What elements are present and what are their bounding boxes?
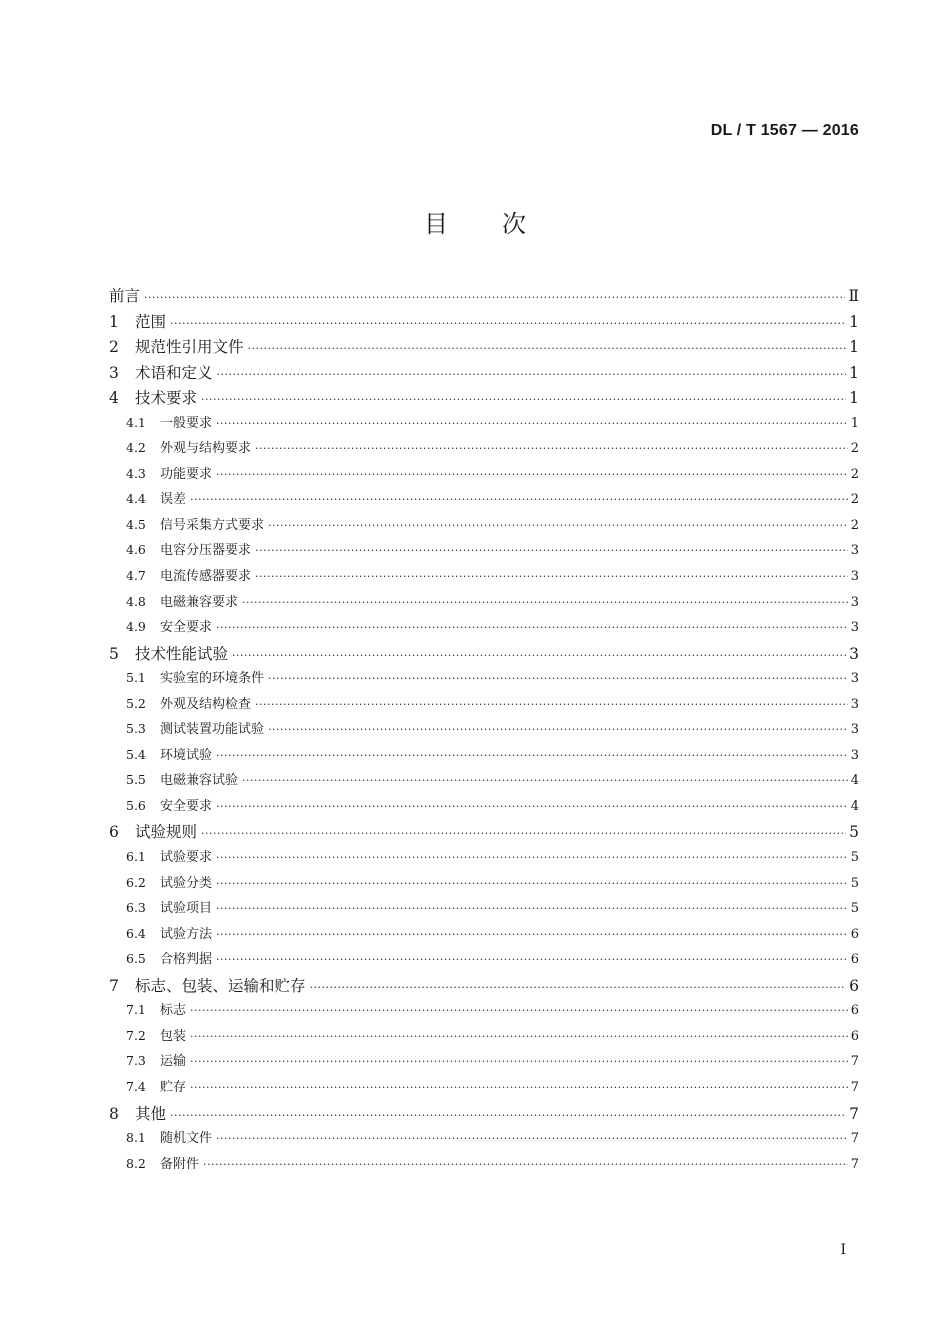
toc-entry-page: 3 <box>850 747 859 763</box>
toc-entry-page: 5 <box>850 901 859 917</box>
toc-entry-label: 技术要求 <box>135 389 198 408</box>
toc-entry-label: 包装 <box>160 1028 187 1044</box>
toc-entry-section[interactable] <box>109 514 859 540</box>
toc-entry-number: 7 <box>109 976 119 995</box>
toc-entry-number: 4.3 <box>126 465 146 481</box>
toc-entry-page: 3 <box>850 722 859 738</box>
toc-entry-number: 6.4 <box>126 925 146 941</box>
toc-entry-number: 6.3 <box>126 900 146 916</box>
toc-entry-section[interactable] <box>109 565 859 591</box>
toc-entry-number: 4.4 <box>126 491 146 507</box>
toc-entry-section[interactable] <box>109 872 859 898</box>
toc-leader-dots <box>255 570 848 583</box>
toc-entry-number: 6.1 <box>126 849 146 865</box>
toc-entry-page: 5 <box>850 850 859 866</box>
toc-leader-dots <box>268 519 848 532</box>
toc-entry-page: 2 <box>850 517 859 533</box>
table-of-contents <box>109 284 859 1178</box>
toc-entry-section[interactable] <box>109 923 859 949</box>
toc-leader-dots <box>242 596 848 609</box>
toc-entry-label: 贮存 <box>160 1079 187 1095</box>
toc-entry-section[interactable] <box>109 718 859 744</box>
toc-entry-section[interactable] <box>109 948 859 974</box>
toc-entry-section[interactable] <box>109 795 859 821</box>
toc-entry-section[interactable] <box>109 1050 859 1076</box>
toc-entry-page: 7 <box>849 1104 859 1123</box>
toc-leader-dots <box>255 442 848 455</box>
toc-entry-page: 6 <box>850 1003 859 1019</box>
toc-entry-number: 7.1 <box>126 1002 146 1018</box>
toc-entry-page: 3 <box>850 543 859 559</box>
page-title: 目次 <box>424 210 580 238</box>
toc-leader-dots <box>216 851 848 864</box>
toc-entry-section[interactable] <box>109 744 859 770</box>
toc-entry-page: 5 <box>849 823 859 842</box>
toc-entry-page: 6 <box>849 976 859 995</box>
toc-entry-page: 4 <box>850 798 859 814</box>
toc-leader-dots <box>201 393 846 406</box>
toc-leader-dots <box>170 1109 846 1122</box>
toc-entry-section[interactable] <box>109 463 859 489</box>
toc-leader-dots <box>255 544 848 557</box>
toc-entry-label: 范围 <box>135 312 167 331</box>
toc-entry-section[interactable] <box>109 1153 859 1179</box>
toc-entry-label: 外观与结构要求 <box>160 441 252 457</box>
toc-entry-section[interactable] <box>109 667 859 693</box>
toc-entry-label: 前言 <box>109 287 141 305</box>
toc-entry-page: 3 <box>850 671 859 687</box>
toc-entry-section[interactable] <box>109 1127 859 1153</box>
toc-entry-number: 8 <box>109 1104 119 1123</box>
toc-entry-page: 2 <box>850 466 859 482</box>
toc-entry-label: 环境试验 <box>160 747 213 763</box>
toc-entry-number: 5.1 <box>126 670 146 686</box>
toc-entry-label: 标志、包装、运输和贮存 <box>135 976 306 995</box>
toc-entry-number: 5.6 <box>126 797 146 813</box>
toc-entry-section[interactable] <box>109 769 859 795</box>
toc-entry-chapter[interactable] <box>109 974 859 1000</box>
toc-entry-number: 8.2 <box>126 1155 146 1171</box>
toc-entry-page: 3 <box>850 620 859 636</box>
toc-entry-number: 5 <box>109 644 119 663</box>
toc-entry-page: 1 <box>849 363 859 382</box>
toc-entry-label: 实验室的环境条件 <box>160 671 265 687</box>
toc-leader-dots <box>201 827 846 840</box>
toc-entry-section[interactable] <box>109 999 859 1025</box>
toc-leader-dots <box>216 928 848 941</box>
toc-entry-label: 其他 <box>135 1104 167 1123</box>
toc-entry-page: 2 <box>850 492 859 508</box>
toc-entry-section[interactable] <box>109 488 859 514</box>
toc-entry-number: 5.2 <box>126 695 146 711</box>
toc-entry-label: 安全要求 <box>160 798 213 814</box>
toc-entry-section[interactable] <box>109 846 859 872</box>
toc-entry-page: 5 <box>850 875 859 891</box>
toc-entry-page: 2 <box>850 441 859 457</box>
toc-entry-number: 6 <box>109 823 119 842</box>
toc-leader-dots <box>255 698 848 711</box>
toc-entry-label: 备附件 <box>160 1156 200 1172</box>
toc-entry-label: 外观及结构检查 <box>160 696 252 712</box>
toc-entry-number: 5.3 <box>126 721 146 737</box>
toc-leader-dots <box>190 1055 848 1068</box>
toc-entry-page: 1 <box>849 389 859 408</box>
toc-entry-number: 2 <box>109 338 119 357</box>
toc-leader-dots <box>217 368 847 381</box>
toc-entry-page: Ⅱ <box>848 287 859 305</box>
toc-entry-page: 1 <box>849 312 859 331</box>
toc-entry-number: 7.4 <box>126 1078 146 1094</box>
toc-leader-dots <box>190 1030 848 1043</box>
toc-leader-dots <box>216 800 848 813</box>
toc-entry-section[interactable] <box>109 412 859 438</box>
toc-entry-number: 4.1 <box>126 414 146 430</box>
toc-leader-dots <box>216 468 848 481</box>
toc-entry-label: 规范性引用文件 <box>135 338 244 357</box>
toc-leader-dots <box>242 774 848 787</box>
toc-entry-label: 随机文件 <box>160 1131 213 1147</box>
toc-entry-label: 电磁兼容要求 <box>160 594 239 610</box>
toc-leader-dots <box>216 417 848 430</box>
toc-entry-label: 电磁兼容试验 <box>160 773 239 789</box>
toc-entry-label: 一般要求 <box>160 415 213 431</box>
toc-entry-number: 4.9 <box>126 619 146 635</box>
toc-entry-label: 试验项目 <box>160 901 213 917</box>
toc-entry-label: 标志 <box>160 1003 187 1019</box>
toc-entry-number: 5.5 <box>126 772 146 788</box>
toc-entry-label: 合格判据 <box>160 952 213 968</box>
toc-entry-chapter[interactable] <box>109 335 859 361</box>
toc-leader-dots <box>248 342 847 355</box>
toc-entry-number: 4.2 <box>126 440 146 456</box>
toc-entry-number: 7.2 <box>126 1027 146 1043</box>
toc-entry-label: 电流传感器要求 <box>160 569 252 585</box>
toc-leader-dots <box>216 902 848 915</box>
toc-entry-page: 4 <box>850 773 859 789</box>
toc-entry-number: 6.2 <box>126 874 146 890</box>
toc-entry-number: 4.6 <box>126 542 146 558</box>
toc-entry-page: 6 <box>850 1028 859 1044</box>
toc-entry-label: 术语和定义 <box>135 363 213 382</box>
toc-leader-dots <box>216 749 848 762</box>
toc-entry-page: 3 <box>850 569 859 585</box>
toc-entry-chapter[interactable] <box>109 642 859 668</box>
toc-entry-chapter[interactable] <box>109 361 859 387</box>
toc-leader-dots <box>144 291 845 304</box>
toc-entry-page: 7 <box>850 1079 859 1095</box>
toc-entry-number: 3 <box>109 363 119 382</box>
toc-entry-chapter[interactable] <box>109 386 859 412</box>
toc-entry-label: 技术性能试验 <box>135 644 229 663</box>
toc-entry-page: 6 <box>850 926 859 942</box>
toc-entry-page: 7 <box>850 1131 859 1147</box>
toc-entry-section[interactable] <box>109 539 859 565</box>
toc-entry-label: 安全要求 <box>160 620 213 636</box>
toc-entry-label: 试验方法 <box>160 926 213 942</box>
toc-entry-section[interactable] <box>109 437 859 463</box>
toc-leader-dots <box>216 621 848 634</box>
toc-entry-section[interactable] <box>109 693 859 719</box>
toc-entry-page: 3 <box>849 644 859 663</box>
toc-entry-label: 信号采集方式要求 <box>160 517 265 533</box>
toc-entry-number: 1 <box>109 312 119 331</box>
toc-entry-section[interactable] <box>109 1076 859 1102</box>
toc-entry-number: 8.1 <box>126 1130 146 1146</box>
toc-entry-label: 误差 <box>160 492 187 508</box>
toc-entry-label: 试验规则 <box>135 823 198 842</box>
toc-leader-dots <box>232 649 846 662</box>
toc-entry-label: 试验要求 <box>160 850 213 866</box>
toc-entry-label: 试验分类 <box>160 875 213 891</box>
toc-leader-dots <box>203 1158 848 1171</box>
toc-entry-page: 7 <box>850 1156 859 1172</box>
toc-leader-dots <box>170 317 846 330</box>
toc-entry-label: 测试装置功能试验 <box>160 722 265 738</box>
toc-entry-number: 5.4 <box>126 746 146 762</box>
toc-entry-label: 运输 <box>160 1054 187 1070</box>
toc-leader-dots <box>268 672 848 685</box>
toc-entry-section[interactable] <box>109 1025 859 1051</box>
toc-leader-dots <box>216 1132 848 1145</box>
toc-entry-section[interactable] <box>109 616 859 642</box>
toc-entry-page: 1 <box>849 338 859 357</box>
toc-leader-dots <box>216 953 848 966</box>
toc-entry-number: 4.5 <box>126 516 146 532</box>
toc-entry-section[interactable] <box>109 591 859 617</box>
toc-entry-chapter[interactable] <box>109 284 859 310</box>
toc-leader-dots <box>216 877 848 890</box>
toc-entry-page: 1 <box>850 415 859 431</box>
toc-entry-page: 7 <box>850 1054 859 1070</box>
toc-entry-page: 3 <box>850 594 859 610</box>
toc-leader-dots <box>190 1081 848 1094</box>
toc-leader-dots <box>190 1004 848 1017</box>
toc-leader-dots <box>310 981 847 994</box>
toc-entry-chapter[interactable] <box>109 310 859 336</box>
document-code: DL / T 1567 — 2016 <box>710 122 859 139</box>
toc-entry-number: 4.8 <box>126 593 146 609</box>
toc-entry-page: 3 <box>850 696 859 712</box>
toc-entry-number: 7.3 <box>126 1053 146 1069</box>
toc-entry-chapter[interactable] <box>109 1102 859 1128</box>
toc-leader-dots <box>268 723 848 736</box>
toc-entry-number: 4 <box>109 389 119 408</box>
toc-entry-page: 6 <box>850 952 859 968</box>
page-number: I <box>840 1242 846 1258</box>
toc-entry-number: 4.7 <box>126 568 146 584</box>
toc-entry-label: 功能要求 <box>160 466 213 482</box>
toc-entry-number: 6.5 <box>126 951 146 967</box>
toc-entry-label: 电容分压器要求 <box>160 543 252 559</box>
toc-leader-dots <box>190 493 848 506</box>
toc-entry-section[interactable] <box>109 897 859 923</box>
toc-entry-chapter[interactable] <box>109 820 859 846</box>
